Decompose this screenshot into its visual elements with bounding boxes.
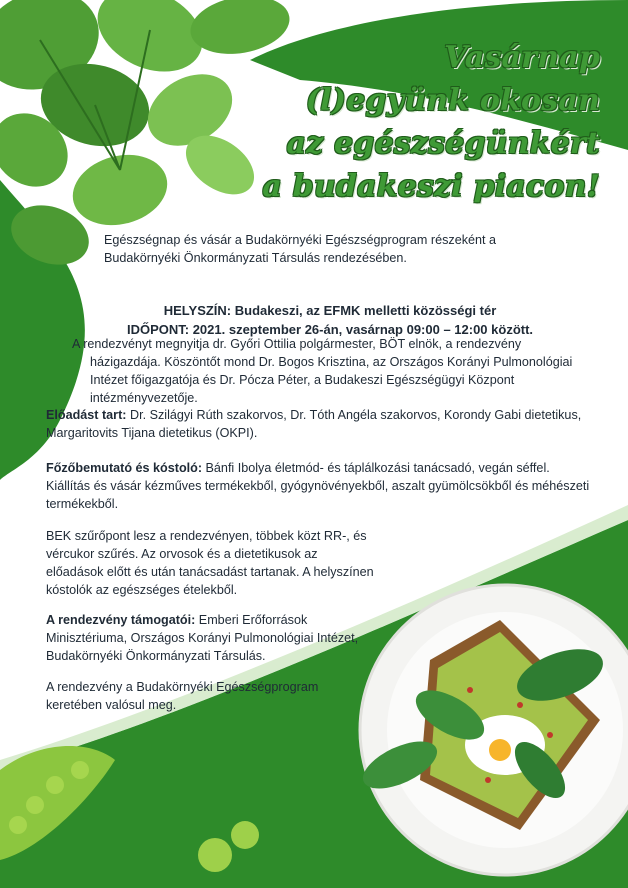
speakers-label: Előadást tart:	[46, 408, 127, 422]
time-line: IDŐPONT: 2021. szeptember 26-án, vasárnap 09:00 – 12:00 között.	[126, 322, 534, 337]
headline-title	[250, 36, 600, 208]
cooking-text: Bánfi Ibolya életmód- és táplálkozási tanácsadó, vegán séffel. Kiállítás és vásár kézműves termékekből, gyógynövényekből, aszalt gyümölcsökből és méhészeti termékekből.	[46, 461, 590, 511]
opening-paragraph	[60, 335, 590, 407]
screening-paragraph: BEK szűrőpont lesz a rendezvényen, többek közt RR-, és vércukor szűrés. Az orvosok és a dietetikusok az előadások előtt és után tanácsadást tartanak. A helyszínen kóstolók az egészséges ételekből.	[46, 529, 374, 597]
speakers-paragraph	[46, 406, 591, 442]
opening-line-2: házigazdája. Köszöntőt mond Dr. Bogos Krisztina, az Országos Korányi Pulmonológiai Intézet főigazgatója és Dr. Pócza Péter, a Budakeszi Egészségügyi Központ intézményvezetője.	[90, 355, 573, 405]
framework-paragraph: A rendezvény a Budakörnyéki Egészségprogram keretében valósul meg.	[46, 680, 319, 712]
location-time-block	[80, 301, 580, 339]
headline-line: (l)együnk okosan	[305, 83, 600, 118]
headline-line: az egészségünkért	[286, 126, 600, 161]
supporters-text: Emberi Erőforrások Minisztériuma, Országos Korányi Pulmonológiai Intézet, Budakörnyéki Önkormányzati Társulás.	[46, 613, 359, 663]
opening-line-1: A rendezvényt megnyitja dr. Győri Ottilia polgármester, BÖT elnök, a rendezvény	[72, 337, 522, 351]
supporters-paragraph	[46, 611, 376, 665]
speakers-text: Dr. Szilágyi Rúth szakorvos, Dr. Tóth Angéla szakorvos, Korondy Gabi dietetikus, Margaritovits Tijana dietetikus (OKPI).	[46, 408, 582, 440]
cooking-paragraph	[46, 459, 591, 513]
headline-line: Vasárnap	[444, 40, 600, 75]
supporters-label: A rendezvény támogatói:	[46, 613, 196, 627]
location-line: HELYSZÍN: Budakeszi, az EFMK melletti közösségi tér	[163, 303, 497, 318]
headline-line: a budakeszi piacon!	[262, 169, 600, 204]
intro-paragraph: Egészségnap és vásár a Budakörnyéki Egészségprogram részeként a Budakörnyéki Önkormányzati Társulás rendezésében.	[104, 233, 497, 265]
cooking-label: Főzőbemutató és kóstoló:	[46, 461, 203, 475]
